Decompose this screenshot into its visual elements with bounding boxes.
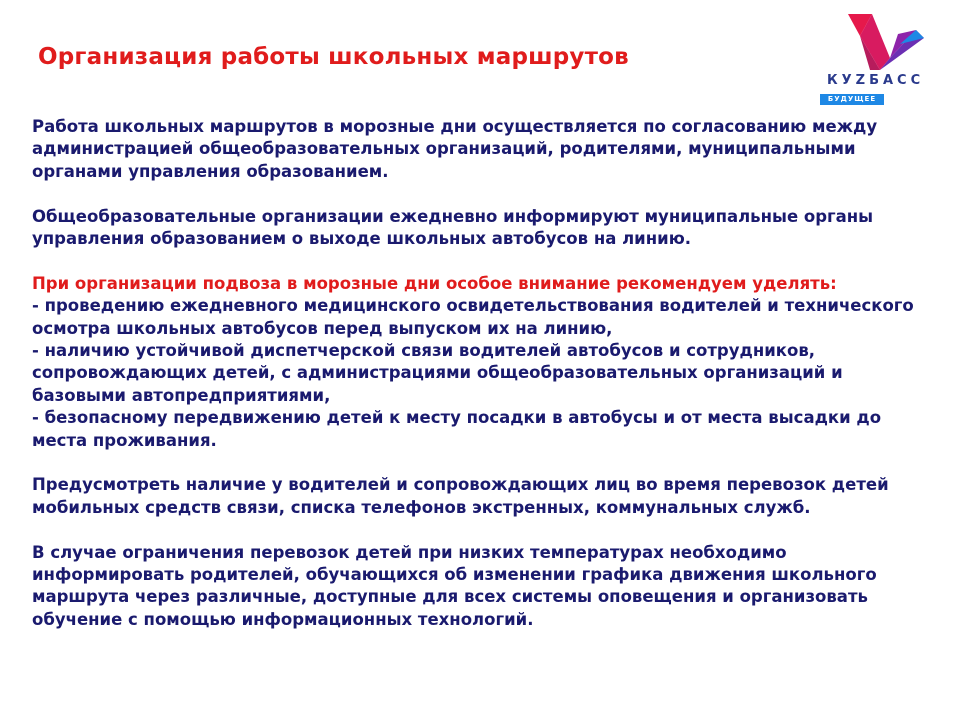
paragraph-5: В случае ограничения перевозок детей при низких температурах необходимо информировать родителей, обучающихся об изменении графика движения школьного маршрута через различные, доступные для всех системы оповещения и организовать обучение с помощью информационных технологий. xyxy=(32,542,877,629)
logo-wordmark: КУZБАСС xyxy=(827,73,925,88)
paragraph-1: Работа школьных маршрутов в морозные дни осуществляется по согласованию между администрацией общеобразовательных организаций, родителями, муниципальными органами управления образованием. xyxy=(32,117,878,181)
list-item: - наличию устойчивой диспетчерской связи водителей автобусов и сотрудников, сопровождающих детей, с администрациями общеобразовательных организаций и базовыми автопредприятиями, xyxy=(32,341,843,405)
list-item: - проведению ежедневного медицинского освидетельствования водителей и технического осмотра школьных автобусов перед выпуском их на линию, xyxy=(32,296,914,338)
paragraph-3-heading: При организации подвоза в морозные дни особое внимание рекомендуем уделять: xyxy=(32,273,837,293)
list-item: - безопасному передвижению детей к месту посадки в автобусы и от места высадки до места проживания. xyxy=(32,408,882,450)
page-title: Организация работы школьных маршрутов xyxy=(38,44,629,70)
paragraph-4: Предусмотреть наличие у водителей и сопровождающих лиц во время перевозок детей мобильных средств связи, списка телефонов экстренных, коммунальных служб. xyxy=(32,475,889,517)
paragraph-3 xyxy=(32,273,922,452)
paragraph-2: Общеобразовательные организации ежедневно информируют муниципальные органы управления образованием о выходе школьных автобусов на линию. xyxy=(32,206,874,249)
logo-badge: БУДУЩЕЕ xyxy=(820,94,884,105)
main-content xyxy=(32,116,922,654)
kuzbass-logo-mark xyxy=(820,14,952,74)
kuzbass-logo xyxy=(820,14,952,110)
